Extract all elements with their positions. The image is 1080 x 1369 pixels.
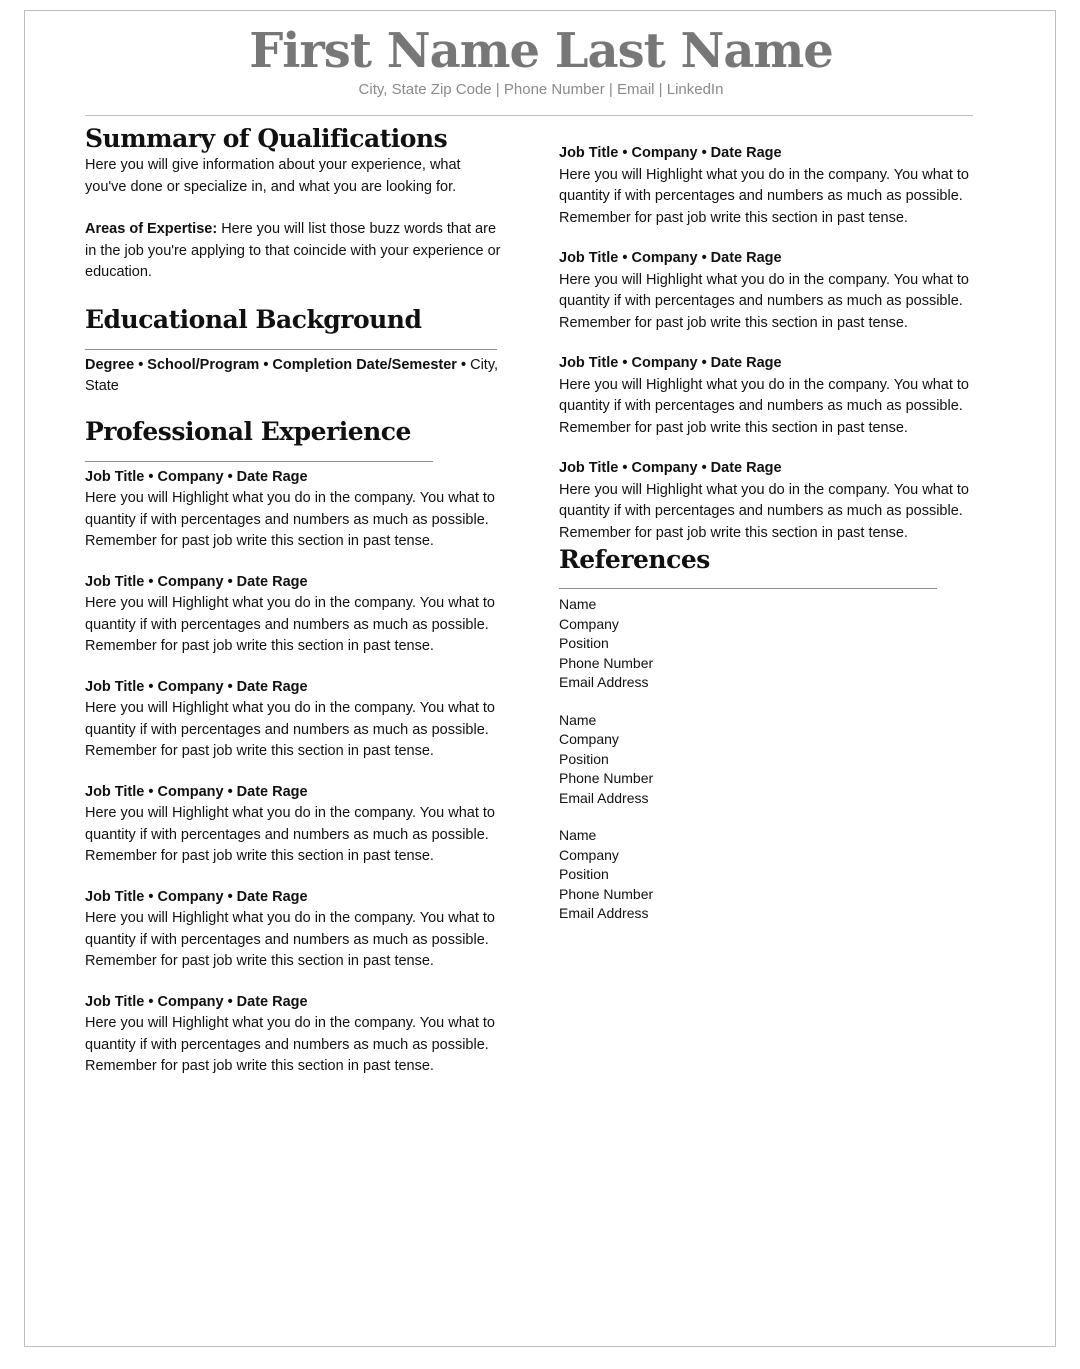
- experience-title: Professional Experience: [85, 416, 411, 446]
- reference-position: Position: [559, 635, 609, 651]
- references-divider: [559, 588, 937, 589]
- job-description: Here you will Highlight what you do in the company. You what to quantity if with percentages and numbers as much as possible. Remember for past job write this section in past tense.: [85, 490, 496, 549]
- expertise-text: Here you will list those buzz words that are in the job you're applying to that coincide with your experience or education.: [85, 221, 501, 280]
- header-divider: [85, 115, 973, 116]
- job-entry: [85, 677, 505, 763]
- expertise-label: Areas of Expertise:: [85, 221, 218, 237]
- resume-page: [24, 10, 1056, 1347]
- reference-email: Email Address: [559, 789, 649, 806]
- job-description: Here you will Highlight what you do in the company. You what to quantity if with percentages and numbers as much as possible. Remember for past job write this section in past tense.: [85, 910, 496, 969]
- job-description: Here you will Highlight what you do in the company. You what to quantity if with percentages and numbers as much as possible. Remember for past job write this section in past tense.: [85, 595, 496, 654]
- reference-name: Name: [559, 596, 597, 612]
- job-entry: [85, 887, 505, 973]
- job-description: Here you will Highlight what you do in the company. You what to quantity if with percentages and numbers as much as possible. Remember for past job write this section in past tense.: [85, 700, 496, 759]
- reference-email: Email Address: [559, 674, 649, 690]
- contact-line: City, State Zip Code | Phone Number | Email | LinkedIn: [358, 81, 724, 98]
- left-column: [85, 123, 505, 1097]
- reference-entry: [559, 826, 979, 924]
- summary-text: Here you will give information about your experience, what you've done or specialize in, and what you are looking for.: [85, 157, 461, 195]
- education-title: Educational Background: [85, 304, 422, 334]
- experience-divider: [85, 461, 433, 462]
- job-title: Job Title • Company • Date Rage: [85, 573, 308, 590]
- reference-company: Company: [559, 615, 619, 632]
- reference-position: Position: [559, 750, 609, 767]
- education-entry: [85, 355, 505, 398]
- job-title: Job Title • Company • Date Rage: [559, 250, 782, 266]
- job-description: Here you will Highlight what you do in the company. You what to quantity if with percentages and numbers as much as possible. Remember for past job write this section in past tense.: [559, 166, 970, 226]
- job-entry: [559, 248, 979, 334]
- expertise-paragraph: [85, 219, 505, 284]
- job-description: Here you will Highlight what you do in the company. You what to quantity if with percentages and numbers as much as possible. Remember for past job write this section in past tense.: [559, 376, 970, 436]
- reference-position: Position: [559, 866, 609, 882]
- reference-company: Company: [559, 731, 619, 747]
- right-column: [559, 143, 979, 942]
- job-description: Here you will Highlight what you do in the company. You what to quantity if with percentages and numbers as much as possible. Remember for past job write this section in past tense.: [559, 271, 970, 331]
- job-title: Job Title • Company • Date Rage: [559, 460, 782, 476]
- job-entry: [85, 992, 505, 1078]
- job-description: Here you will Highlight what you do in the company. You what to quantity if with percentages and numbers as much as possible. Remember for past job write this section in past tense.: [85, 1015, 496, 1074]
- job-description: Here you will Highlight what you do in the company. You what to quantity if with percentages and numbers as much as possible. Remember for past job write this section in past tense.: [85, 805, 496, 864]
- candidate-name: First Name Last Name: [249, 23, 833, 79]
- job-title: Job Title • Company • Date Rage: [559, 145, 782, 161]
- reference-email: Email Address: [559, 905, 649, 921]
- reference-name: Name: [559, 711, 597, 728]
- reference-entry: [559, 595, 979, 693]
- job-entry: [85, 572, 505, 658]
- job-entry: [85, 467, 505, 553]
- reference-name: Name: [559, 827, 597, 843]
- job-title: Job Title • Company • Date Rage: [85, 783, 308, 800]
- job-title: Job Title • Company • Date Rage: [85, 993, 308, 1010]
- reference-entry: [559, 711, 979, 809]
- reference-phone: Phone Number: [559, 654, 654, 671]
- reference-company: Company: [559, 846, 619, 863]
- job-title: Job Title • Company • Date Rage: [85, 888, 308, 905]
- references-title: References: [559, 545, 710, 574]
- job-entry: [559, 458, 979, 544]
- job-entry: [559, 143, 979, 229]
- education-line: Degree • School/Program • Completion Date/Semester •: [85, 356, 471, 373]
- job-title: Job Title • Company • Date Rage: [85, 468, 308, 485]
- job-entry: [85, 782, 505, 868]
- education-location: City, State: [85, 356, 499, 394]
- reference-phone: Phone Number: [559, 770, 654, 786]
- job-title: Job Title • Company • Date Rage: [559, 355, 782, 371]
- job-title: Job Title • Company • Date Rage: [85, 678, 308, 695]
- job-entry: [559, 353, 979, 439]
- summary-title: Summary of Qualifications: [85, 124, 448, 153]
- education-divider: [85, 349, 497, 350]
- reference-phone: Phone Number: [559, 885, 654, 902]
- job-description: Here you will Highlight what you do in the company. You what to quantity if with percentages and numbers as much as possible. Remember for past job write this section in past tense.: [559, 481, 970, 541]
